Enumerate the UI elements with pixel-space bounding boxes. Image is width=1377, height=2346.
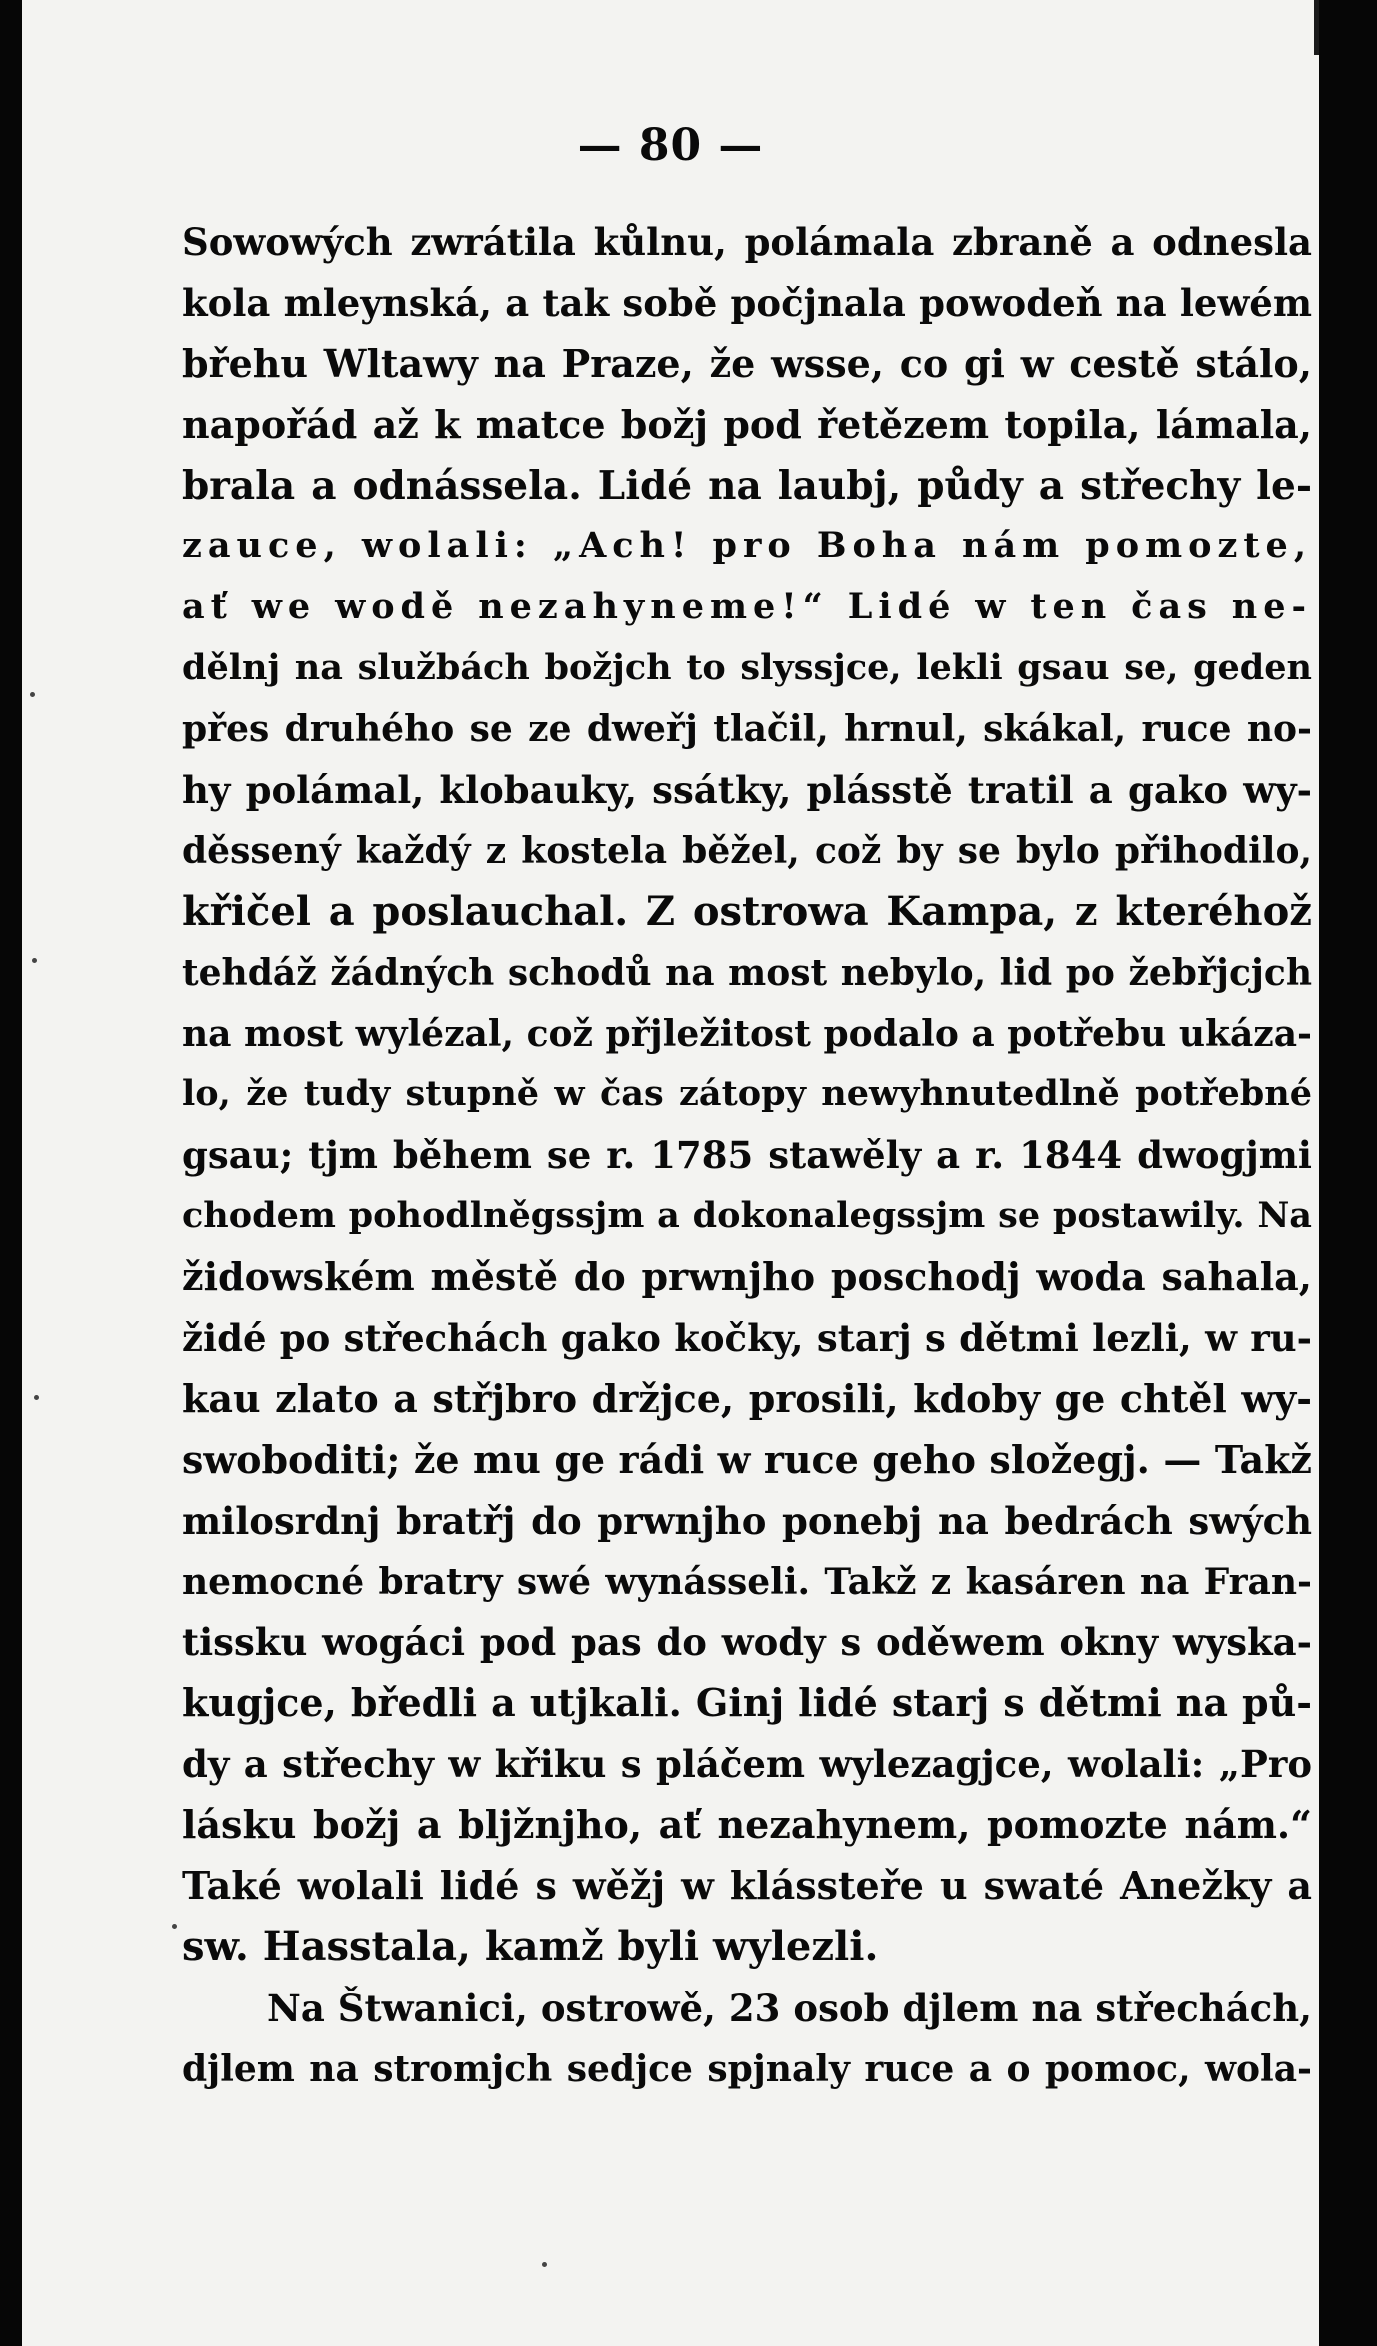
scan-speck bbox=[30, 692, 35, 697]
text-line: Na Štwanici, ostrowě, 23 osob djlem na střechách, bbox=[267, 1985, 1312, 2030]
text-line: djlem na stromjch sedjce spjnaly ruce a o pomoc, wola- bbox=[182, 2047, 1312, 2090]
text-line: dělnj na službách božjch to slyssjce, lekli gsau se, geden bbox=[182, 647, 1312, 689]
scan-speck bbox=[32, 958, 37, 963]
page-number: — 80 — bbox=[577, 120, 764, 171]
book-page bbox=[22, 0, 1319, 2346]
scan-edge-mark bbox=[1314, 0, 1319, 55]
text-line: milosrdnj bratřj do prwnjho ponebj na bedrách swých bbox=[182, 1498, 1312, 1543]
text-line: hy polámal, klobauky, ssátky, plásstě tratil a gako wy- bbox=[182, 768, 1312, 813]
text-line: Také wolali lidé s wěžj w klássteře u swaté Anežky a bbox=[182, 1863, 1312, 1909]
scan-border bbox=[1319, 0, 1377, 2346]
text-line: tissku wogáci pod pas do wody s oděwem okny wyska- bbox=[182, 1620, 1312, 1665]
text-line: brala a odnássela. Lidé na laubj, půdy a střechy le- bbox=[182, 462, 1312, 509]
text-line: dy a střechy w křiku s pláčem wylezagjce, wolali: „Pro bbox=[182, 1742, 1312, 1787]
body-text bbox=[182, 212, 1312, 2100]
text-line: swoboditi; že mu ge rádi w ruce geho složegj. — Takž bbox=[182, 1436, 1312, 1482]
text-line: břehu Wltawy na Praze, že wsse, co gi w cestě stálo, bbox=[182, 340, 1312, 386]
text-line: kola mleynská, a tak sobě počjnala powodeň na lewém bbox=[182, 280, 1312, 325]
text-line: přes druhého se ze dweřj tlačil, hrnul, skákal, ruce no- bbox=[182, 708, 1312, 751]
scan-speck bbox=[172, 1924, 177, 1929]
text-line: ať we wodě nezahyneme!“ Lidé w ten čas ne- bbox=[182, 586, 1312, 628]
text-line: kau zlato a střjbro držjce, prosili, kdoby ge chtěl wy- bbox=[182, 1375, 1312, 1421]
scan-speck bbox=[542, 2262, 547, 2267]
scan-speck bbox=[34, 1395, 39, 1400]
text-line: křičel a poslauchal. Z ostrowa Kampa, z kteréhož bbox=[182, 887, 1312, 935]
text-line: na most wylézal, což přjležitost podalo a potřebu ukáza- bbox=[182, 1012, 1312, 1055]
text-line: napořád až k matce božj pod řetězem topila, lámala, bbox=[182, 401, 1312, 447]
text-line: gsau; tjm během se r. 1785 stawěly a r. 1844 dwogjmi bbox=[182, 1133, 1312, 1178]
text-line: lo, že tudy stupně w čas zátopy newyhnutedlně potřebné bbox=[182, 1073, 1312, 1115]
text-line: nemocné bratry swé wynásseli. Takž z kasáren na Fran- bbox=[182, 1560, 1312, 1603]
text-line: zauce, wolali: „Ach! pro Boha nám pomozte, bbox=[182, 525, 1312, 567]
text-line: děssený každý z kostela běžel, což by se bylo přihodilo, bbox=[182, 829, 1312, 872]
text-line: sw. Hasstala, kamž byli wylezli. bbox=[182, 1922, 879, 1970]
text-line: kugjce, bředli a utjkali. Ginj lidé starj s dětmi na pů- bbox=[182, 1680, 1312, 1726]
text-line: Sowowých zwrátila kůlnu, polámala zbraně a odnesla bbox=[182, 220, 1312, 264]
text-line: chodem pohodlněgssjm a dokonalegssjm se postawily. Na bbox=[182, 1195, 1312, 1237]
text-line: lásku božj a bljžnjho, ať nezahynem, pomozte nám.“ bbox=[182, 1802, 1312, 1848]
text-line: židé po střechách gako kočky, starj s dětmi lezli, w ru- bbox=[182, 1316, 1312, 1361]
text-line: židowském městě do prwnjho poschodj woda sahala, bbox=[182, 1254, 1312, 1300]
text-line: tehdáž žádných schodů na most nebylo, lid po žebřjcjch bbox=[182, 951, 1312, 994]
